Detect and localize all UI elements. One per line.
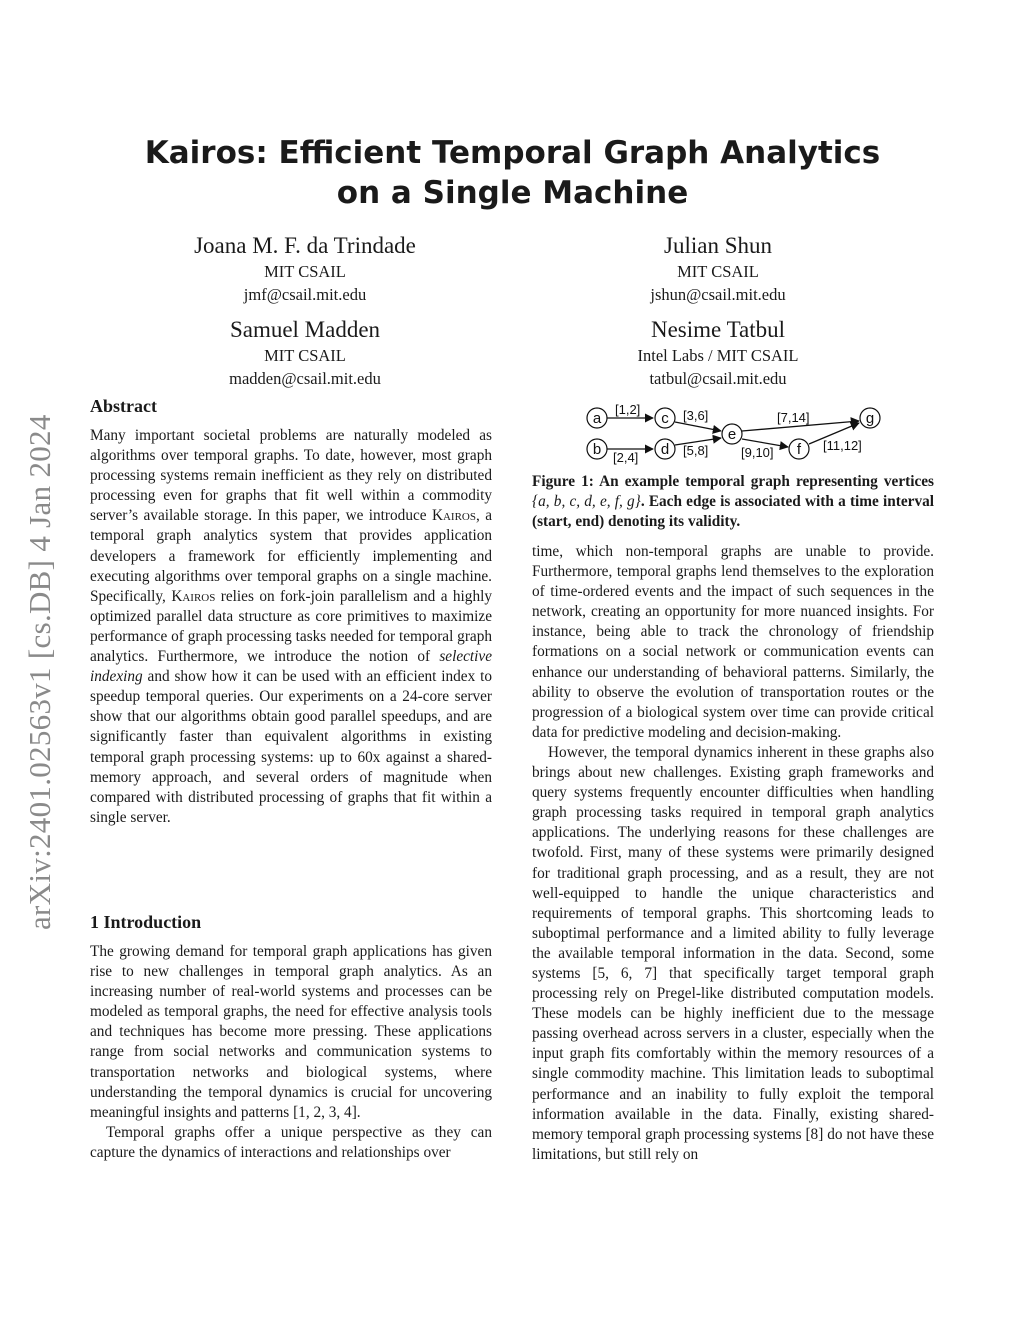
abstract-paragraph: Many important societal problems are naturally modeled as algorithms over temporal graphs. To date, however, most graph processing systems remain inefficient as they rely on distributed processing even for graphs that fit well within a commodity server’s available storage. In this paper, we introduce Kairos, a temporal graph analytics system that provides application developers a framework for efficiently implementing and executing algorithms over temporal graphs on a single machine. Specifically, Kairos relies on fork-join parallelism and a highly optimized parallel data structure as core primitives to maximize performance of graph processing tasks needed for temporal graph analytics. Furthermore, we introduce the notion of selective indexing and show how it can be used with an efficient index to speedup temporal queries. Our experiments on a 24-core server show that our algorithms obtain good parallel speedups, and are significantly faster than equivalent algorithms in existing temporal graph processing systems: up to 60x against a shared-memory approach, and several orders of magnitude when compared with distributed processing of graphs that fit within a single server. (90, 427, 493, 826)
intro-paragraph-2: Temporal graphs offer a unique perspective as they can capture the dynamics of interactions and relationships over (90, 1123, 492, 1161)
temporal-graph-figure (575, 400, 895, 468)
node-label-d: d (660, 441, 670, 458)
system-name: Kairos (171, 587, 216, 605)
title-line-1: Kairos: Efficient Temporal Graph Analytics (144, 135, 881, 171)
author-name: Samuel Madden (229, 317, 381, 342)
author-name: Joana M. F. da Trindade (194, 233, 416, 258)
edge-c-e (675, 422, 721, 431)
intro-paragraph-1: The growing demand for temporal graph applications has given rise to new challenges in temporal graph analytics. As an increasing number of real-world systems and processes can be modeled as temporal graphs, the need for effective analysis tools and techniques has become more pressing. These applications range from social networks and communication systems to transportation networks and biological systems, where understanding the temporal dynamics is crucial for uncovering meaningful insights and patterns [1, 2, 3, 4]. (90, 943, 492, 1121)
node-label-a: a (592, 410, 602, 427)
paper-title (90, 133, 935, 213)
author-block-3 (140, 316, 470, 390)
intro-heading: 1 Introduction (90, 912, 202, 932)
edge-label-e-f: [9,10] (741, 445, 774, 460)
abstract-heading: Abstract (90, 396, 157, 416)
node-label-g: g (865, 410, 875, 427)
author-email: tatbul@csail.mit.edu (649, 369, 787, 388)
author-block-4 (553, 316, 883, 390)
arxiv-identifier: arXiv:2401.02563v1 [cs.DB] 4 Jan 2024 (22, 414, 57, 930)
system-name: Kairos (431, 507, 476, 525)
right-column-body (532, 542, 934, 1165)
node-label-b: b (592, 441, 602, 458)
node-label-f: f (796, 441, 802, 458)
right-paragraph-2: However, the temporal dynamics inherent in these graphs also brings about new challenges. Existing graph frameworks and query systems frequently encounter difficulties when handling graph processing tasks required in temporal graph analytics applications. The underlying reasons for these challenges are twofold. First, many of these systems were primarily designed for traditional graph processing, and as a result, they are not well-equipped to handle the unique characteristics and requirements of temporal graphs. This shortcoming leads to suboptimal performance and a limited ability to fully leverage the available temporal information in the data. Second, some systems [5, 6, 7] that specifically target temporal graph processing rely on Pregel-like distributed computation models. These models can be highly inefficient due to the message passing overhead across servers in a cluster, especially when the input graph fits comfortably within the memory resources of a single commodity machine. This limitation leads to suboptimal performance and an inability to fully exploit the temporal information available in the data. Finally, existing shared-memory temporal graph processing systems [8] do not have these limitations, but still rely on (532, 743, 934, 1163)
edge-label-d-e: [5,8] (683, 443, 709, 458)
author-affiliation: MIT CSAIL (264, 262, 346, 281)
author-name: Julian Shun (664, 233, 772, 258)
edge-label-e-g: [7,14] (777, 410, 810, 425)
emphasis-term: selective indexing (90, 648, 492, 686)
author-email: jshun@csail.mit.edu (650, 285, 786, 304)
node-label-e: e (727, 426, 737, 443)
abstract-body (90, 426, 492, 828)
author-affiliation: MIT CSAIL (264, 346, 346, 365)
title-line-2: on a Single Machine (336, 175, 689, 211)
edge-label-f-g: [11,12] (823, 438, 862, 453)
author-email: jmf@csail.mit.edu (243, 285, 367, 304)
figure-caption: Figure 1: An example temporal graph representing vertices {a, b, c, d, e, f, g}. Each edge is associated with a time interval (start, end) denoting its validity. (532, 473, 934, 531)
author-email: madden@csail.mit.edu (229, 369, 381, 388)
author-affiliation: Intel Labs / MIT CSAIL (637, 346, 799, 365)
edge-label-b-d: [2,4] (613, 450, 639, 465)
intro-body (90, 942, 492, 1163)
node-label-c: c (661, 410, 669, 427)
vertex-set: {a, b, c, d, e, f, g} (532, 493, 641, 511)
edge-label-c-e: [3,6] (683, 408, 709, 423)
edge-label-a-c: [1,2] (615, 402, 641, 417)
right-paragraph-1: time, which non-temporal graphs are unable to provide. Furthermore, temporal graphs lend themselves to the exploration of time-ordered events and the impact of such sequences in the network, creating an opportunity for more nuanced insights. For instance, being able to track the chronology of friendship formations on a social network or communication events can enhance our understanding of behavioral patterns. Similarly, the ability to observe the evolution of transportation routes or the progression of a biological system over time can provide critical data for predictive modeling and decision-making. (532, 543, 934, 741)
author-block-1 (140, 232, 470, 306)
author-block-2 (553, 232, 883, 306)
author-name: Nesime Tatbul (650, 317, 786, 342)
author-affiliation: MIT CSAIL (677, 262, 759, 281)
